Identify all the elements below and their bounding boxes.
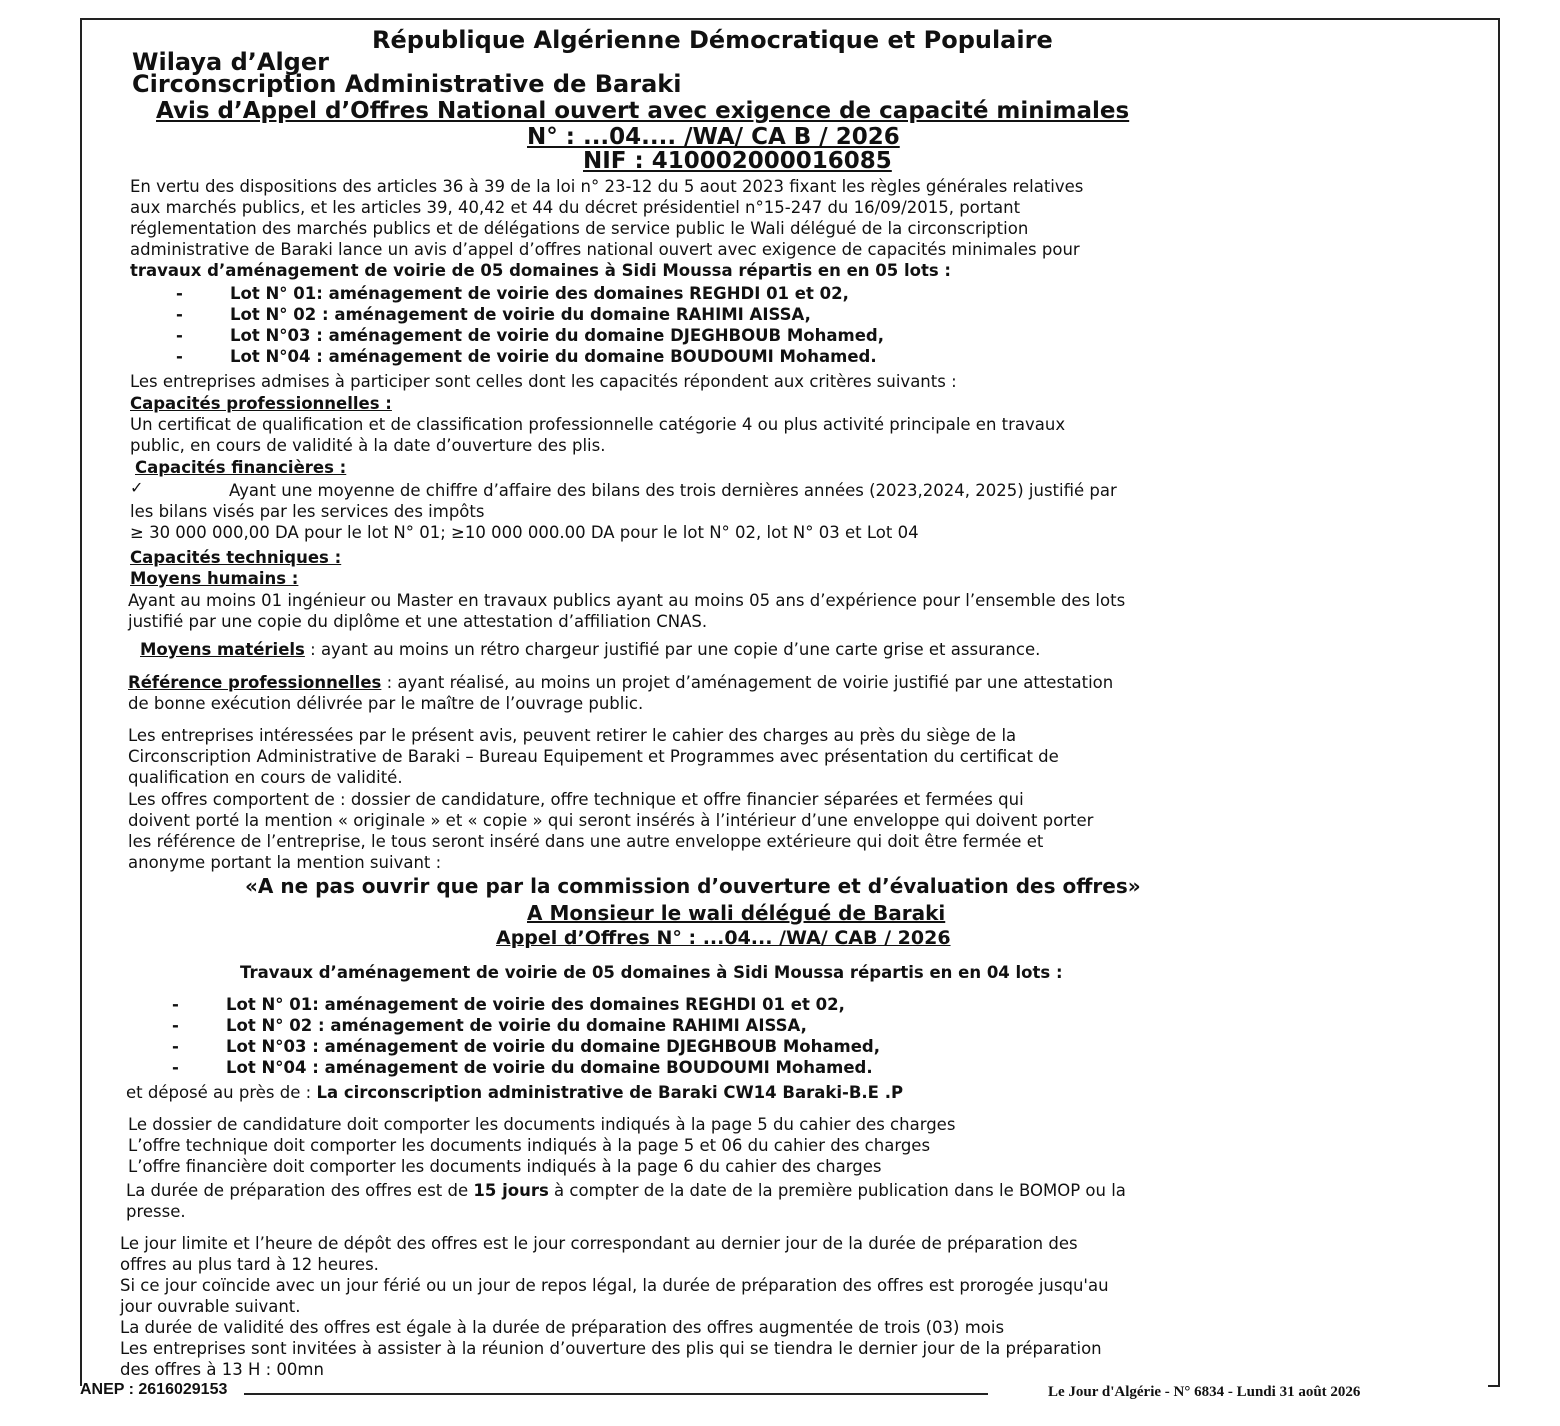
duree-paragraph: La durée de préparation des offres est de 15 jours à compter de la date de la première publication dans le BOMOP ou la presse. — [126, 1181, 1126, 1221]
list-item: - Lot N°03 : aménagement de voirie du domaine DJEGHBOUB Mohamed, — [176, 326, 884, 345]
intro-line: En vertu des dispositions des articles 36 à 39 de la loi n° 23-12 du 5 aout 2023 fixant les règles générales relatives — [130, 177, 1084, 196]
list-item: - Lot N° 02 : aménagement de voirie du domaine RAHIMI AISSA, — [172, 1016, 807, 1035]
list-item: - Lot N° 01: aménagement de voirie des domaines REGHDI 01 et 02, — [172, 995, 845, 1014]
moyens-humains-title: Moyens humains : — [130, 569, 299, 588]
circonscription-title: Circonscription Administrative de Baraki — [132, 70, 682, 98]
lots-list-envelope — [172, 994, 880, 1078]
list-item: - Lot N°04 : aménagement de voirie du domaine BOUDOUMI Mohamed. — [176, 347, 877, 366]
final-paragraph: Le jour limite et l’heure de dépôt des offres est le jour correspondant au dernier jour de la durée de préparation des offres au plus tard à 12 heures. Si ce jour coïncide avec un jour férié ou un jour de repos légal, la durée de préparation des offres est prorogée jusqu'au jour ouvrable suivant. La durée de validité des offres est égale à la durée de préparation des offres augmentée de trois (03) mois Les entreprises sont invitées à assister à la réunion d’ouverture des plis qui se tiendra le dernier jour de la préparation des offres à 13 H : 00mn — [120, 1234, 1109, 1379]
list-item: - Lot N° 01: aménagement de voirie des domaines REGHDI 01 et 02, — [176, 284, 849, 303]
list-item: - Lot N° 02 : aménagement de voirie du domaine RAHIMI AISSA, — [176, 305, 811, 324]
journal-reference: Le Jour d'Algérie - N° 6834 - Lundi 31 août 2026 — [1048, 1384, 1361, 1400]
wilaya-title: Wilaya d’Alger — [132, 48, 329, 76]
intro-line: réglementation des marchés publics et de délégations de service public le Wali délégué de la circonscription — [130, 219, 1029, 238]
moyens-humains-text: Ayant au moins 01 ingénieur ou Master en travaux publics ayant au moins 05 ans d’expérience pour l’ensemble des lots justifié par une copie du diplôme et une attestation d’affiliation CNAS. — [128, 591, 1126, 631]
intro-line: travaux d’aménagement de voirie de 05 domaines à Sidi Moussa répartis en en 05 lots : — [130, 261, 952, 280]
cap-tech-title: Capacités techniques : — [130, 548, 342, 567]
criteria-intro: Les entreprises admises à participer sont celles dont les capacités répondent aux critères suivants : — [130, 372, 957, 391]
footer-divider — [244, 1393, 988, 1395]
envelope-destinataire: A Monsieur le wali délégué de Baraki — [527, 901, 946, 925]
republic-title: République Algérienne Démocratique et Populaire — [372, 26, 1053, 54]
intro-line: administrative de Baraki lance un avis d’appel d’offres national ouvert avec exigence de capacités minimales pour — [130, 240, 1080, 259]
nif-number: NIF : 410002000016085 — [583, 148, 892, 174]
avis-number: N° : ...04.... /WA/ CA B / 2026 — [527, 124, 900, 150]
envelope-mention: «A ne pas ouvrir que par la commission d’ouverture et d’évaluation des offres» — [245, 874, 1141, 898]
lots-list — [176, 283, 884, 367]
anep-reference: ANEP : 2616029153 — [80, 1381, 228, 1398]
cap-fin-text: les bilans visés par les services des impôts ≥ 30 000 000,00 DA pour le lot N° 01; ≥10 000 000.00 DA pour le lot N° 02, lot N° 03 et Lot 04 — [130, 502, 919, 542]
cap-pro-text: Un certificat de qualification et de classification professionnelle catégorie 4 ou plus activité principale en travaux public, en cours de validité à la date d’ouverture des plis. — [130, 415, 1066, 455]
intro-paragraph — [130, 176, 1083, 281]
depose-line: et déposé au près de : La circonscription administrative de Baraki CW14 Baraki-B.E .P — [126, 1083, 904, 1102]
envelope-travaux: Travaux d’aménagement de voirie de 05 domaines à Sidi Moussa répartis en en 04 lots : — [240, 963, 1063, 982]
offres-paragraph: Les offres comportent de : dossier de candidature, offre technique et offre financier séparées et fermées qui doivent porté la mention « originale » et « copie » qui seront insérés à l’intérieur d’une enveloppe qui doivent porter les référence de l’entreprise, le tous seront inséré dans une autre enveloppe extérieure qui doit être fermée et anonyme portant la mention suivant : — [128, 790, 1094, 872]
avis-title: Avis d’Appel d’Offres National ouvert avec exigence de capacité minimales — [156, 98, 1130, 124]
cap-pro-title: Capacités professionnelles : — [130, 394, 392, 413]
documents-list: Le dossier de candidature doit comporter les documents indiqués à la page 5 du cahier des charges L’offre technique doit comporter les documents indiqués à la page 5 et 06 du cahier des charges L’offre financière doit comporter les documents indiqués à la page 6 du cahier des charges — [128, 1115, 956, 1176]
list-item: - Lot N°04 : aménagement de voirie du domaine BOUDOUMI Mohamed. — [172, 1058, 873, 1077]
checkmark-icon: ✓ — [130, 478, 144, 497]
list-item: - Lot N°03 : aménagement de voirie du domaine DJEGHBOUB Mohamed, — [172, 1037, 880, 1056]
envelope-appel: Appel d’Offres N° : ...04... /WA/ CAB / 2026 — [496, 927, 951, 949]
retrait-paragraph: Les entreprises intéressées par le présent avis, peuvent retirer le cahier des charges au près du siège de la Circonscription Administrative de Baraki – Bureau Equipement et Programmes avec présentation du certificat de qualification en cours de validité. — [128, 726, 1059, 787]
moyens-materiels: Moyens matériels : ayant au moins un rétro chargeur justifié par une copie d’une carte grise et assurance. — [140, 640, 1041, 659]
cap-fin-line: Ayant une moyenne de chiffre d’affaire des bilans des trois dernières années (2023,2024, 2025) justifié par — [229, 481, 1117, 500]
cap-fin-title: Capacités financières : — [135, 458, 347, 477]
footer-corner — [1488, 1385, 1500, 1387]
intro-line: aux marchés publics, et les articles 39, 40,42 et 44 du décret présidentiel n°15-247 du 16/09/2015, portant — [130, 198, 1021, 217]
reference-pro: Référence professionnelles : ayant réalisé, au moins un projet d’aménagement de voirie justifié par une attestation de bonne exécution délivrée par le maître de l’ouvrage public. — [128, 673, 1114, 713]
